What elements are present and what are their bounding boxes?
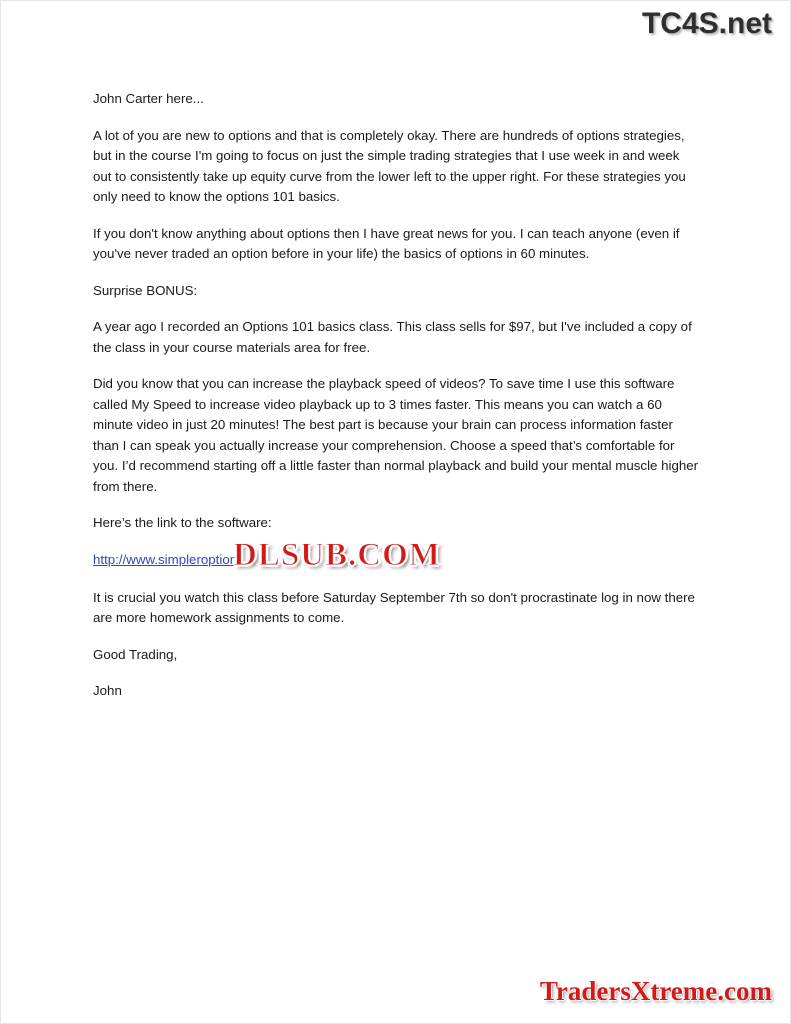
paragraph-bonus-heading: Surprise BONUS: bbox=[93, 282, 198, 298]
paragraph-options-intro: A lot of you are new to options and that is completely okay. There are hundreds of options strategies, but in the course I'm going to focus on just the simple trading strategies that I use week in and week out to consistently take up equity curve from the lower left to the upper right. For these strategies you only need to know the options 101 basics. bbox=[93, 127, 686, 204]
paragraph-bonus-class: A year ago I recorded an Options 101 basics class. This class sells for $97, but I've included a copy of the class in your course materials area for free. bbox=[93, 319, 692, 355]
paragraph-signoff: Good Trading, bbox=[93, 646, 178, 662]
letter-body bbox=[93, 89, 701, 718]
paragraph-link-intro: Here’s the link to the software: bbox=[93, 515, 272, 530]
paragraph-deadline: It is crucial you watch this class before Saturday September 7th so don't procrastinate log in now there are more homework assignments to come. bbox=[93, 589, 695, 625]
software-link[interactable]: http://www.simpleroptions. bbox=[93, 551, 248, 567]
paragraph-playback-speed: Did you know that you can increase the playback speed of videos? To save time I use this software called My Speed to increase video playback up to 3 times faster. This means you can watch a 60 minute video in just 20 minutes! The best part is because your brain can process information faster than I can speak you actually increase your comprehension. Choose a speed that’s comfortable for you. I’d recommend starting off a little faster than normal playback and build your mental muscle higher from there. bbox=[93, 376, 699, 494]
tc4s-watermark: TC4S.net bbox=[641, 7, 772, 40]
paragraph-greeting: John Carter here... bbox=[93, 91, 204, 106]
dlsub-watermark: DLSUB.COM bbox=[233, 536, 441, 573]
paragraph-signature: John bbox=[93, 683, 122, 698]
paragraph-teach-anyone: If you don't know anything about options then I have great news for you. I can teach anyone (even if you've never traded an option before in your life) the basics of options in 60 minutes. bbox=[93, 225, 680, 261]
software-link-row bbox=[93, 536, 701, 573]
tradersxtreme-watermark: TradersXtreme.com bbox=[539, 976, 772, 1006]
